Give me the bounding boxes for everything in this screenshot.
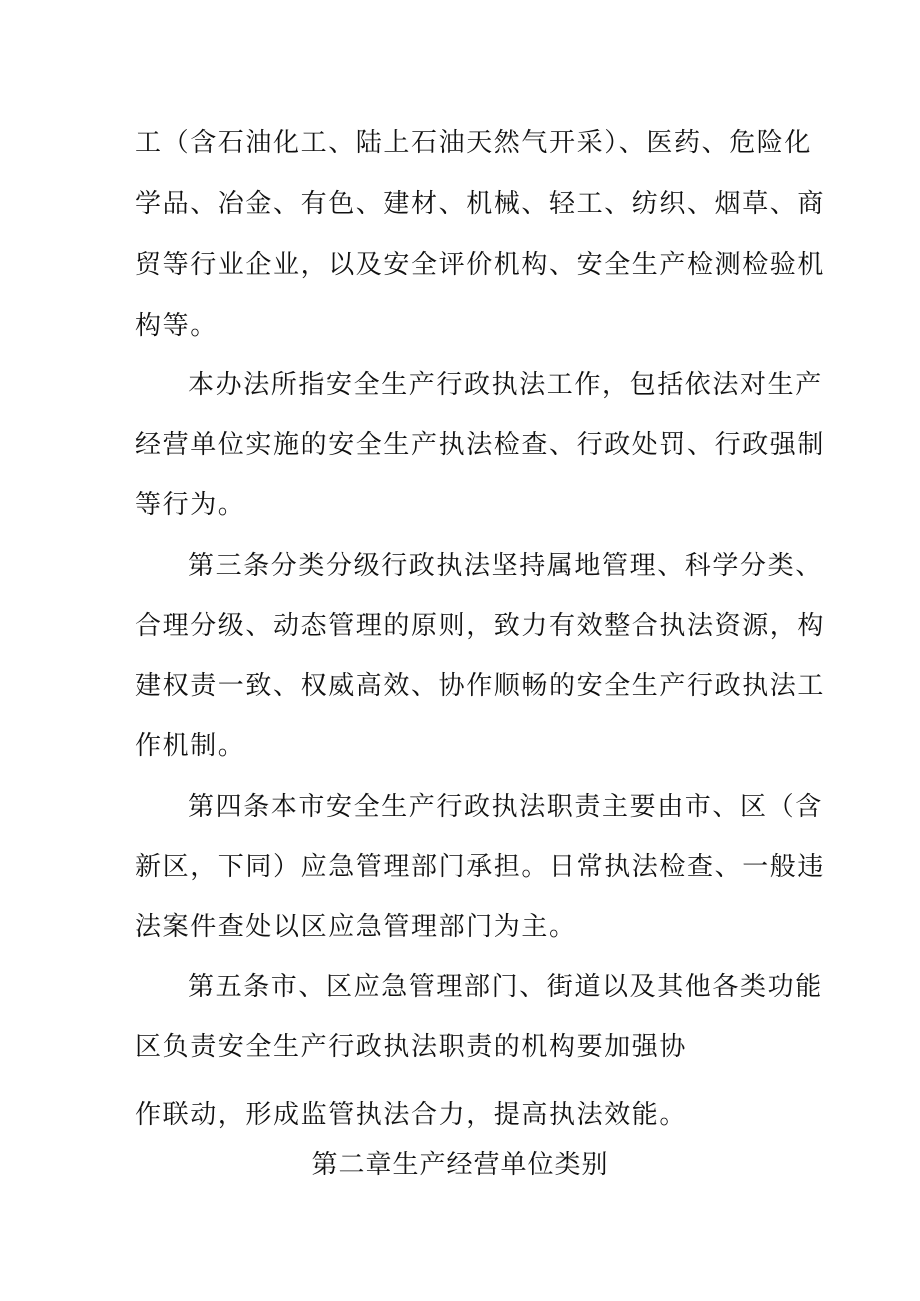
paragraph-2-line-3: 等行为。	[135, 490, 246, 520]
paragraph-2-line-2: 经营单位实施的安全生产执法检查、行政处罚、行政强制	[135, 430, 826, 460]
paragraph-4-line-3: 法案件查处以区应急管理部门为主。	[135, 912, 577, 942]
paragraph-3-line-1: 第三条分类分级行政执法坚持属地管理、科学分类、	[188, 551, 823, 581]
paragraph-2-line-1: 本办法所指安全生产行政执法工作，包括依法对生产	[188, 370, 823, 400]
paragraph-5-line-2: 区负责安全生产行政执法职责的机构要加强协	[135, 1032, 688, 1062]
paragraph-1-line-4: 构等。	[135, 311, 218, 341]
paragraph-3-line-3: 建权责一致、权威高效、协作顺畅的安全生产行政执法工	[135, 671, 826, 701]
paragraph-1-line-2: 学品、冶金、有色、建材、机械、轻工、纺织、烟草、商	[135, 189, 826, 219]
paragraph-5-line-3: 作联动，形成监管执法合力，提高执法效能。	[135, 1100, 688, 1130]
paragraph-1-line-3: 贸等行业企业，以及安全评价机构、安全生产检测检验机	[135, 250, 826, 280]
chapter-heading: 第二章生产经营单位类别	[311, 1150, 609, 1180]
paragraph-5-line-1: 第五条市、区应急管理部门、街道以及其他各类功能	[188, 972, 823, 1002]
paragraph-4-line-1: 第四条本市安全生产行政执法职责主要由市、区（含	[188, 792, 823, 822]
paragraph-4-line-2: 新区，下同）应急管理部门承担。日常执法检查、一般违	[135, 852, 826, 882]
paragraph-1-line-1: 工（含石油化工、陆上石油天然气开采）、医药、危险化	[135, 128, 813, 158]
paragraph-3-line-2: 合理分级、动态管理的原则，致力有效整合执法资源，构	[135, 611, 826, 641]
paragraph-3-line-4: 作机制。	[135, 731, 246, 761]
